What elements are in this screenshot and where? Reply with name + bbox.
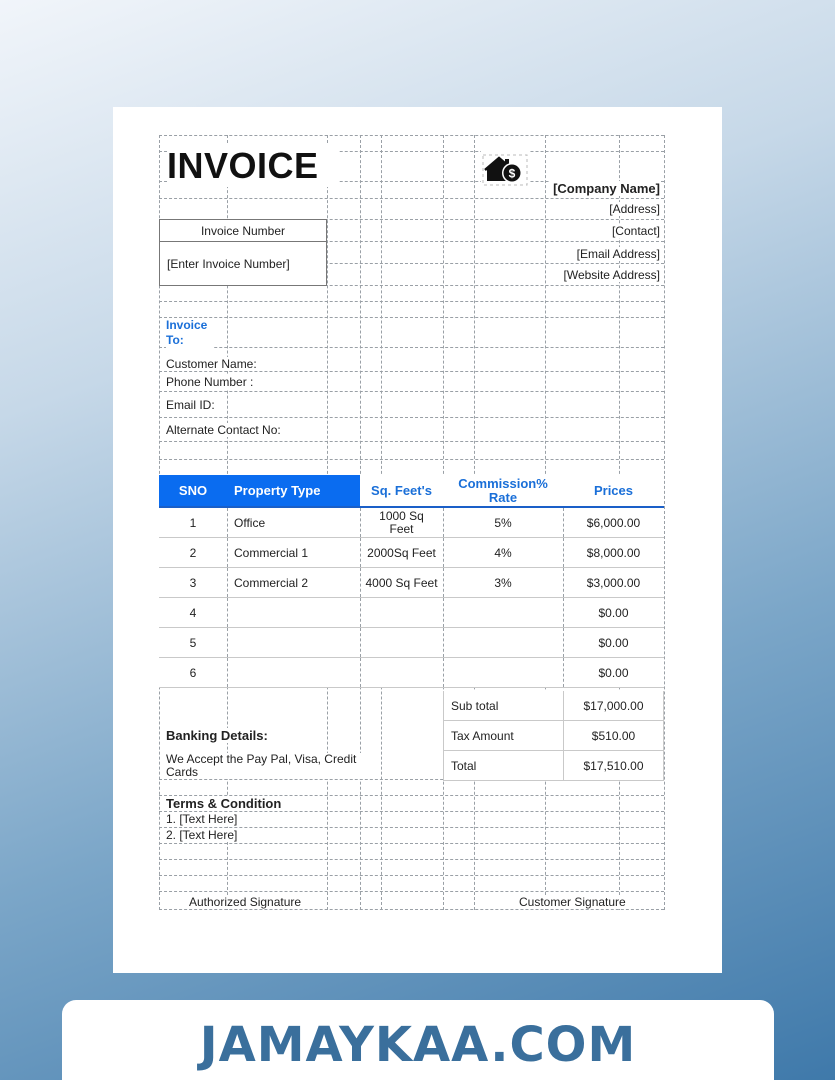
house-dollar-logo-icon: [481, 151, 529, 189]
invoice-to-label: [166, 318, 213, 348]
grid-line: [159, 135, 664, 136]
cell-sq-feet: 2000Sq Feet: [367, 545, 436, 560]
grid-line: [159, 843, 664, 844]
cell-sno: 3: [189, 575, 197, 590]
banner-text: JAMAYKAA.COM: [199, 1017, 637, 1073]
table-row: [159, 598, 664, 628]
grid-line: [159, 875, 664, 876]
grid-line: [159, 198, 664, 199]
cell-sq-feet: 4000 Sq Feet: [365, 575, 438, 590]
grid-line: [664, 135, 665, 910]
invoice-sheet: [159, 135, 664, 910]
cell-sq-feet: [360, 658, 443, 688]
table-row: [159, 508, 664, 538]
company-website: [Website Address]: [560, 268, 661, 282]
authorized-signature-label: Authorized Signature: [185, 895, 305, 909]
cell-price: $0.00: [598, 635, 629, 650]
cell-property-type: Office: [234, 515, 266, 530]
invoice-title: INVOICE: [167, 145, 339, 187]
table-row: [159, 538, 664, 568]
company-name: [Company Name]: [549, 181, 660, 196]
tax-label: Tax Amount: [443, 721, 563, 751]
header-property-type: Property Type: [227, 475, 360, 506]
table-row: [159, 658, 664, 688]
customer-name-label: Customer Name:: [166, 357, 261, 371]
cell-price: $8,000.00: [586, 545, 641, 560]
grid-line: [159, 859, 664, 860]
phone-number-label: Phone Number :: [166, 375, 257, 389]
cell-sq-feet: [360, 598, 443, 628]
customer-signature-label: Customer Signature: [515, 895, 630, 909]
banking-details-text: We Accept the Pay Pal, Visa, Credit Cards: [166, 753, 366, 779]
cell-sno: 6: [189, 665, 197, 680]
term-item-1: 1. [Text Here]: [166, 812, 241, 826]
cell-price: $3,000.00: [586, 575, 641, 590]
email-id-label: Email ID:: [166, 398, 219, 412]
table-row: [159, 628, 664, 658]
cell-sno: 5: [189, 635, 197, 650]
grid-line: [159, 317, 664, 318]
svg-text:$: $: [508, 166, 516, 181]
header-sno: SNO: [159, 475, 227, 506]
grid-line: [159, 391, 664, 392]
website-banner: [62, 1000, 774, 1080]
grid-line: [159, 441, 664, 442]
cell-rate: 4%: [494, 545, 512, 560]
header-commission-rate: Commission% Rate: [458, 475, 548, 505]
cell-price: $6,000.00: [586, 515, 641, 530]
invoice-to-label-line2: To:: [166, 333, 184, 347]
cell-rate: 3%: [494, 575, 512, 590]
term-item-2: 2. [Text Here]: [166, 828, 241, 842]
invoice-number-field[interactable]: [Enter Invoice Number]: [159, 241, 327, 286]
company-contact: [Contact]: [608, 224, 660, 238]
cell-price: $0.00: [598, 605, 629, 620]
cell-property-type: [227, 628, 360, 658]
cell-rate: 5%: [494, 515, 512, 530]
total-value: $17,510.00: [563, 751, 664, 781]
cell-rate: [443, 628, 563, 658]
subtotal-label: Sub total: [443, 691, 563, 721]
subtotal-row: [159, 691, 664, 721]
grid-line: [159, 347, 664, 348]
grid-line: [159, 909, 664, 910]
grid-line: [159, 301, 664, 302]
items-table-header: [159, 475, 664, 508]
cell-property-type: [227, 658, 360, 688]
banking-details-title: Banking Details:: [166, 728, 274, 743]
cell-property-type: Commercial 2: [234, 575, 309, 590]
cell-price: $0.00: [598, 665, 629, 680]
grid-line: [159, 417, 664, 418]
cell-sno: 2: [189, 545, 197, 560]
table-row: [159, 568, 664, 598]
alternate-contact-label: Alternate Contact No:: [166, 423, 285, 437]
company-email: [Email Address]: [573, 247, 660, 261]
total-label: Total: [443, 751, 563, 781]
invoice-number-label: Invoice Number: [159, 219, 327, 242]
terms-title: Terms & Condition: [166, 796, 287, 811]
invoice-paper: [113, 107, 722, 973]
cell-sno: 1: [189, 515, 197, 530]
grid-line: [159, 459, 664, 460]
grid-line: [159, 891, 664, 892]
cell-rate: [443, 598, 563, 628]
subtotal-value: $17,000.00: [563, 691, 664, 721]
cell-rate: [443, 658, 563, 688]
grid-line: [159, 371, 664, 372]
invoice-to-label-line1: Invoice: [166, 318, 208, 332]
cell-sno: 4: [189, 605, 197, 620]
header-sq-feet: Sq. Feet's: [371, 482, 432, 498]
cell-sq-feet: [360, 628, 443, 658]
cell-sq-feet: 1000 Sq Feet: [379, 509, 424, 536]
cell-property-type: [227, 598, 360, 628]
cell-property-type: Commercial 1: [234, 545, 309, 560]
company-address: [Address]: [605, 202, 660, 216]
tax-value: $510.00: [563, 721, 664, 751]
header-prices: Prices: [593, 482, 634, 498]
